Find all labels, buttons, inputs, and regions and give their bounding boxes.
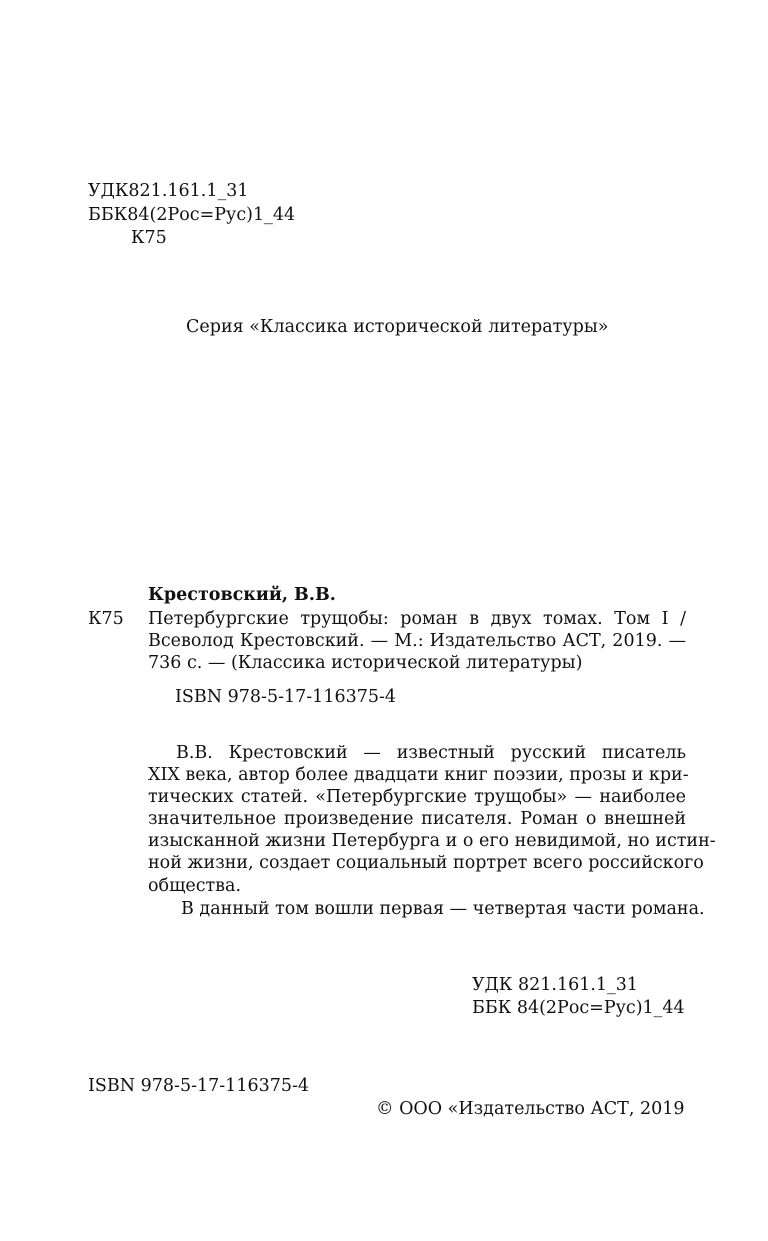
series-title: Серия «Классика исторической литературы»	[186, 317, 609, 337]
udk-code-bottom: УДК 821.161.1_31	[472, 975, 639, 995]
bbk-code-top: ББК84(2Рос=Рус)1_44	[88, 205, 296, 225]
udk-code-top: УДК821.161.1_31	[88, 181, 249, 201]
catalog-isbn: ISBN 978-5-17-116375-4	[175, 687, 397, 707]
annotation-line: тических статей. «Петербургские трущобы» — наиболее	[148, 787, 686, 807]
bbk-code-bottom: ББК 84(2Рос=Рус)1_44	[472, 998, 685, 1018]
catalog-mark: К75	[88, 609, 124, 629]
annotation-line: значительное произведение писателя. Роман о внешней	[148, 809, 686, 829]
catalog-author: Крестовский, В.В.	[148, 585, 336, 605]
annotation-line: ной жизни, создает социальный портрет всего российского	[148, 853, 704, 873]
bib-line: Петербургские трущобы: роман в двух томах. Том I /	[148, 609, 686, 629]
annotation-line: В.В. Крестовский — известный русский писатель	[176, 743, 686, 763]
annotation-line: общества.	[148, 876, 242, 896]
author-mark-top: К75	[131, 228, 167, 248]
footer-isbn: ISBN 978-5-17-116375-4	[88, 1076, 310, 1096]
annotation-line: XIX века, автор более двадцати книг поэзии, прозы и кри-	[148, 765, 689, 785]
annotation-line: изысканной жизни Петербурга и о его невидимой, но истин-	[148, 831, 716, 851]
annotation-paragraph	[148, 742, 716, 874]
copyright: © ООО «Издательство АСТ, 2019	[376, 1099, 685, 1119]
catalog-bibliography	[148, 608, 686, 652]
annotation-last-line: В данный том вошли первая — четвертая части романа.	[181, 899, 705, 919]
bib-line: Всеволод Крестовский. — М.: Издательство АСТ, 2019. —	[148, 631, 686, 651]
bib-line: 736 с. — (Классика исторической литературы)	[148, 653, 583, 673]
